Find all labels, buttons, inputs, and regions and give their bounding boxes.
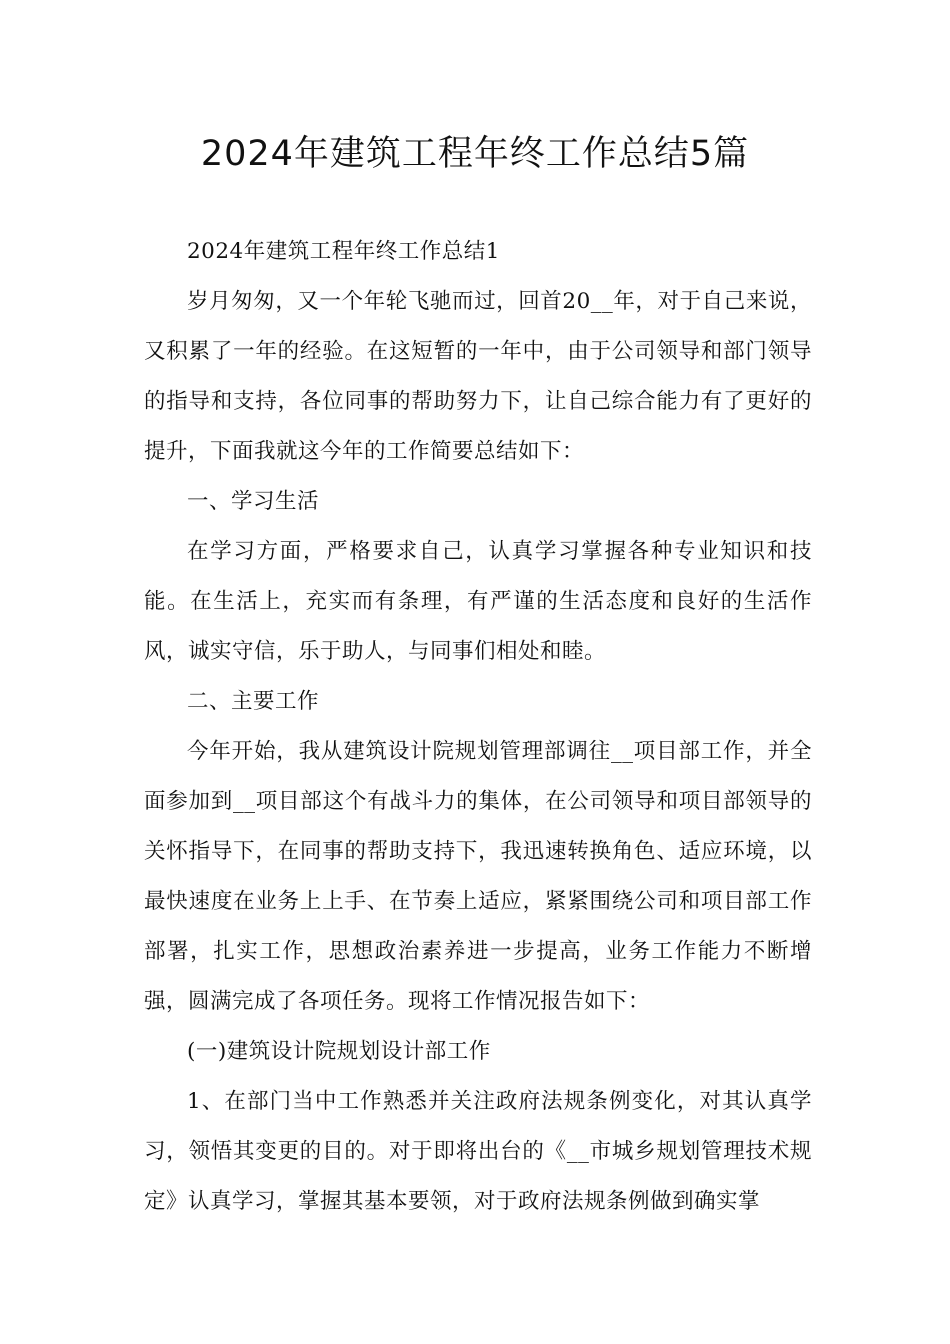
intro-paragraph: 岁月匆匆，又一个年轮飞驰而过，回首20__年，对于自己来说，又积累了一年的经验。在这短暂的一年中，由于公司领导和部门领导的指导和支持，各位同事的帮助努力下，让自己综合能力有了更好的提升，下面我就这今年的工作简要总结如下： (144, 289, 812, 464)
document-title: 2024年建筑工程年终工作总结5篇 (200, 134, 750, 174)
main-work-paragraph: 今年开始，我从建筑设计院规划管理部调往__项目部工作，并全面参加到__项目部这个有战斗力的集体，在公司领导和项目部领导的关怀指导下，在同事的帮助支持下，我迅速转换角色、适应环境，以最快速度在业务上上手、在节奏上适应，紧紧围绕公司和项目部工作部署，扎实工作，思想政治素养进一步提高，业务工作能力不断增强，圆满完成了各项任务。现将工作情况报告如下： (144, 739, 812, 1014)
subsection-heading-design-dept: (一)建筑设计院规划设计部工作 (187, 1039, 491, 1064)
study-life-paragraph: 在学习方面，严格要求自己，认真学习掌握各种专业知识和技能。在生活上，充实而有条理，有严谨的生活态度和良好的生活作风，诚实守信，乐于助人，与同事们相处和睦。 (144, 539, 812, 664)
document-body (144, 227, 812, 1227)
document-subtitle: 2024年建筑工程年终工作总结1 (187, 239, 500, 264)
section-heading-main-work: 二、主要工作 (187, 689, 320, 714)
item-1-paragraph: 1、在部门当中工作熟悉并关注政府法规条例变化，对其认真学习，领悟其变更的目的。对于即将出台的《__市城乡规划管理技术规定》认真学习，掌握其基本要领，对于政府法规条例做到确实掌 (144, 1089, 812, 1214)
section-heading-study-life: 一、学习生活 (187, 489, 320, 514)
